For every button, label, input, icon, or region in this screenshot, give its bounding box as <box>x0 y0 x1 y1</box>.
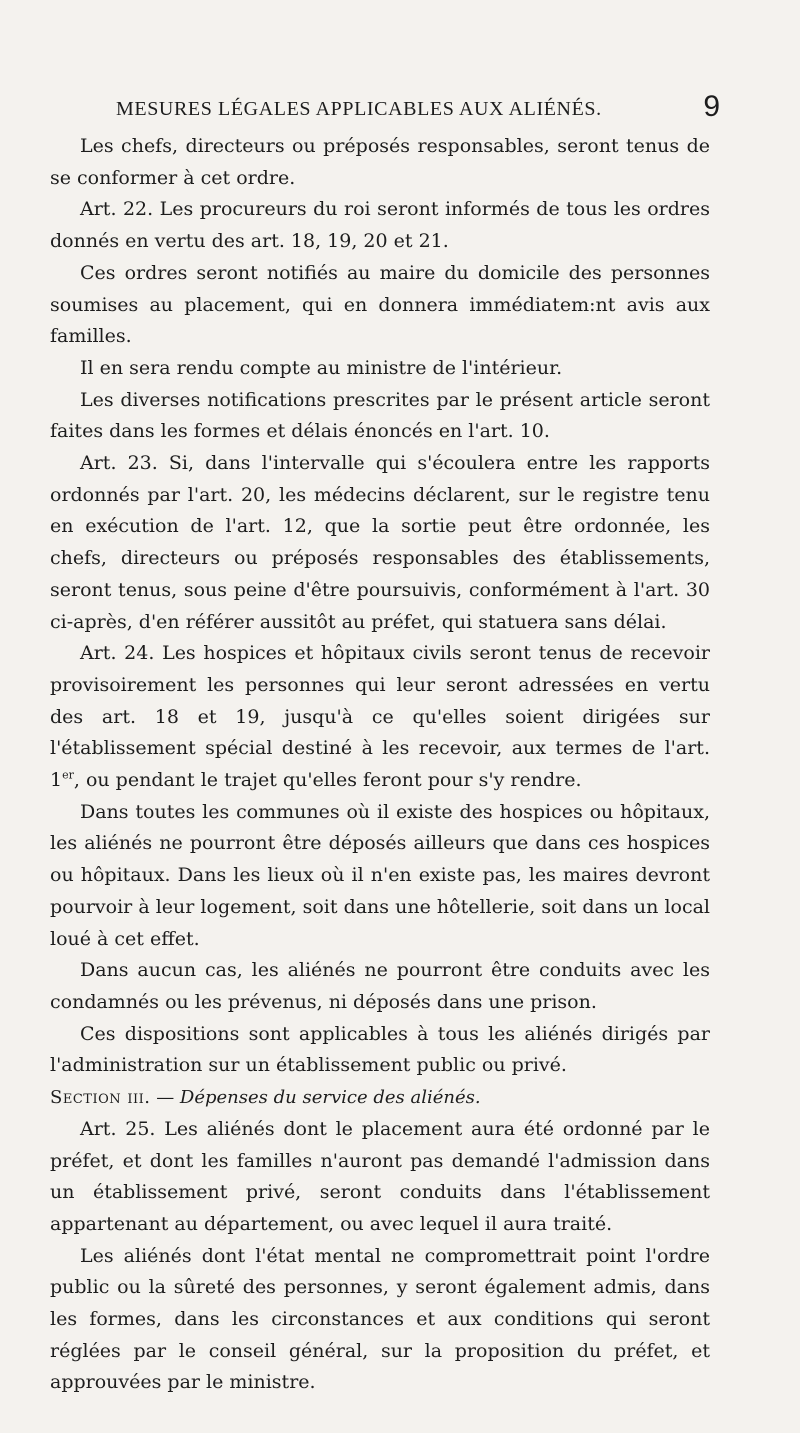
paragraph: Ces dispositions sont applicables à tous les aliénés dirigés par l'administration sur un établissement public ou privé. <box>50 1022 710 1077</box>
paragraph: Les aliénés dont l'état mental ne compromettrait point l'ordre public ou la sûreté des personnes, y seront également admis, dans les formes, dans les circonstances et aux conditions qui seront réglées par le conseil général, sur la proposition du préfet, et approuvées par le ministre. <box>50 1244 710 1394</box>
paragraph: Les chefs, directeurs ou préposés responsables, seront tenus de se conformer à cet ordre. <box>50 135 710 189</box>
paragraph: Les diverses notifications prescrites par le présent article seront faites dans les formes et délais énoncés en l'art. 10. <box>50 388 710 443</box>
paragraph-art-24 <box>50 638 710 797</box>
paragraph-art-22: Art. 22. Les procureurs du roi seront informés de tous les ordres donnés en vertu des art. 18, 19, 20 et 21. <box>50 198 710 253</box>
running-head <box>116 90 720 124</box>
paragraph: Ces ordres seront notifiés au maire du domicile des personnes soumises au placement, qui en donnera immédiatem:nt avis aux familles. <box>50 261 710 348</box>
paragraph-art-23: Art. 23. Si, dans l'intervalle qui s'écoulera entre les rapports ordonnés par l'art. 20, les médecins déclarent, sur le registre tenu en exécution de l'art. 12, que la sortie peut être ordonnée, les chefs, directeurs ou préposés responsables des établissements, seront tenus, sous peine d'être poursuivis, conformément à l'art. 30 ci-après, d'en référer aussitôt au préfet, qui statuera sans délai. <box>50 452 710 633</box>
section-heading <box>50 1082 710 1114</box>
art-24-text: Art. 24. Les hospices et hôpitaux civils seront tenus de recevoir provisoirement les personnes qui leur seront adressées en vertu des art. 18 et 19, jusqu'à ce qu'elles soient dirigées sur l'établissement spécial destiné à les recevoir, aux termes de l'art. 1 <box>50 642 710 792</box>
paragraph: Dans aucun cas, les aliénés ne pourront être conduits avec les condamnés ou les prévenus, ni déposés dans une prison. <box>50 959 710 1013</box>
paragraph: Il en sera rendu compte au ministre de l'intérieur. <box>80 356 563 379</box>
paragraph-art-25: Art. 25. Les aliénés dont le placement aura été ordonné par le préfet, et dont les familles n'auront pas demandé l'admission dans un établissement privé, seront conduits dans l'établissement appartenant au département, ou avec lequel il aura traité. <box>50 1117 710 1235</box>
paragraph: Dans toutes les communes où il existe des hospices ou hôpitaux, les aliénés ne pourront être déposés ailleurs que dans ces hospices ou hôpitaux. Dans les lieux où il n'en existe pas, les maires devront pourvoir à leur logement, soit dans une hôtellerie, soit dans un local loué à cet effet. <box>50 800 710 950</box>
section-dash: — <box>150 1087 180 1109</box>
running-title: MESURES LÉGALES APPLICABLES AUX ALIÉNÉS. <box>116 98 602 120</box>
body-text <box>50 131 710 1399</box>
art-24-text-end: , ou pendant le trajet qu'elles feront pour s'y rendre. <box>73 769 582 792</box>
section-label: Section iii. <box>50 1087 151 1109</box>
section-title: Dépenses du service des aliénés. <box>179 1087 481 1109</box>
page-number: 9 <box>703 90 720 123</box>
superscript: er <box>62 768 74 782</box>
